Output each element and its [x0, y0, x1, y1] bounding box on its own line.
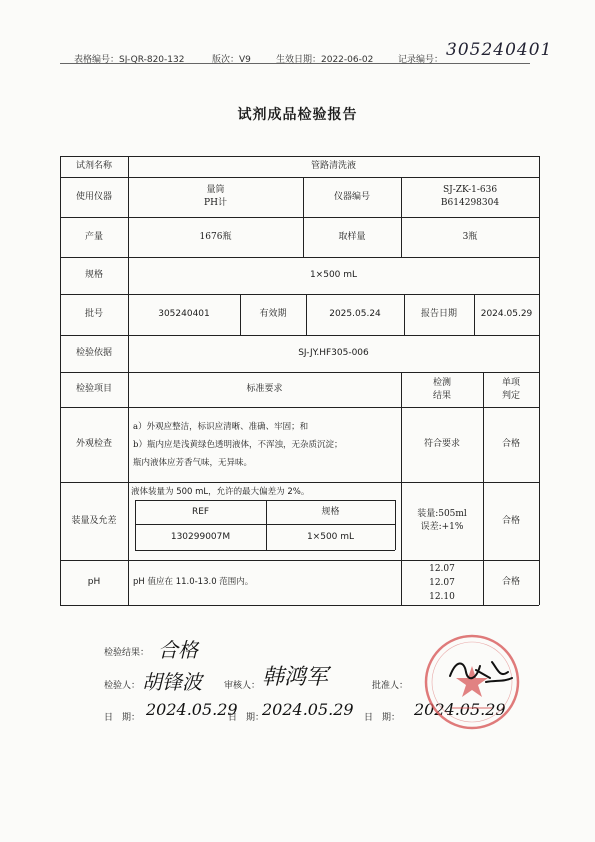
appearance-req-b1: b）瓶内应是浅黄绿色透明液体，不浑浊，无杂质沉淀； — [133, 439, 343, 450]
spec-label: 规格 — [84, 270, 103, 280]
sample-label: 取样量 — [338, 231, 366, 242]
yield-label: 产量 — [84, 231, 103, 242]
judgement-header-1: 单项 — [501, 377, 520, 388]
ph-result-2: 12.07 — [429, 577, 455, 588]
appearance-requirements — [128, 407, 401, 482]
fill-requirement: 液体装量为 500 mL，允许的最大偏差为 2%。 — [131, 486, 310, 497]
fill-ref-value: 130299007M — [170, 531, 231, 542]
sample-value: 3瓶 — [462, 231, 478, 242]
report-date-label: 报告日期 — [420, 309, 457, 319]
ph-result-1: 12.07 — [429, 563, 455, 574]
fill-label: 装量及允差 — [71, 515, 117, 526]
fill-result — [401, 482, 483, 560]
instrument-label: 使用仪器 — [75, 191, 112, 202]
instrument-value-1: 量筒 — [206, 185, 225, 195]
instrument-no-value-2: B614298304 — [440, 198, 500, 208]
ph-judgement: 合格 — [501, 577, 520, 587]
result-header — [401, 372, 483, 407]
date-label-3: 日 期： — [364, 713, 401, 723]
basis-label: 检验依据 — [75, 348, 112, 358]
appearance-judgement: 合格 — [501, 439, 520, 449]
appearance-result: 符合要求 — [423, 439, 460, 449]
fill-spec-value: 1×500 mL — [306, 531, 355, 542]
approver-signature — [446, 652, 516, 688]
reviewer-label: 审核人： — [224, 681, 261, 691]
record-number-label: 记录编号： — [398, 55, 444, 65]
fill-result-error: 误差:+1% — [420, 522, 464, 532]
fill-spec-header: 规格 — [321, 506, 340, 517]
appearance-req-a: a）外观应整洁，标识应清晰、准确、牢固；和 — [133, 421, 309, 432]
fill-ref-header: REF — [191, 506, 210, 517]
form-number: 表格编号：SJ-QR-820-132 — [74, 55, 185, 65]
inspector-label: 检验人： — [104, 681, 141, 691]
batch-value: 305240401 — [158, 309, 210, 319]
fill-result-volume: 装量:505ml — [417, 509, 467, 519]
name-value: 管路清洗液 — [310, 161, 356, 171]
effective-date: 生效日期：2022-06-02 — [276, 55, 374, 65]
ph-label: pH — [87, 577, 101, 587]
judgement-header-2: 判定 — [501, 390, 520, 401]
date-label-1: 日 期： — [104, 713, 141, 723]
instrument-no-value — [401, 177, 539, 217]
expiry-value: 2025.05.24 — [329, 309, 381, 319]
judgement-header — [483, 372, 539, 407]
instrument-no-label: 仪器编号 — [333, 191, 370, 202]
fill-judgement: 合格 — [501, 515, 520, 526]
spec-value: 1×500 mL — [309, 270, 358, 280]
date-label-2: 日 期： — [228, 713, 265, 723]
instrument-value-2: PH计 — [204, 198, 227, 208]
inspector-date: 2024.05.29 — [146, 700, 238, 719]
version: 版次：V9 — [212, 55, 251, 65]
result-header-1: 检测 — [432, 377, 451, 388]
basis-value: SJ-JY.HF305-006 — [298, 348, 369, 358]
ph-requirement: pH 值应在 11.0-13.0 范围内。 — [133, 577, 254, 587]
yield-value: 1676瓶 — [199, 231, 232, 242]
header-rule — [60, 63, 530, 64]
expiry-label: 有效期 — [259, 309, 287, 319]
ph-result-3: 12.10 — [429, 591, 455, 602]
name-label: 试剂名称 — [75, 161, 112, 171]
report-date-value: 2024.05.29 — [480, 309, 533, 319]
reviewer-signature: 韩鸿军 — [262, 665, 329, 690]
instrument-no-value-1: SJ-ZK-1-636 — [442, 185, 498, 195]
conclusion-handwritten: 合格 — [158, 638, 198, 662]
result-header-2: 结果 — [432, 390, 451, 401]
reviewer-date: 2024.05.29 — [262, 700, 354, 719]
record-number-handwritten: 305240401 — [446, 40, 553, 60]
page-title: 试剂成品检验报告 — [237, 107, 358, 123]
conclusion-label: 检验结果： — [104, 648, 150, 658]
ph-results — [401, 560, 483, 605]
batch-label: 批号 — [84, 309, 103, 319]
approver-date: 2024.05.29 — [414, 700, 506, 719]
approver-label: 批准人： — [372, 681, 409, 691]
appearance-label: 外观检查 — [75, 439, 112, 449]
appearance-req-b2: 瓶内液体应芳香气味，无异味。 — [133, 457, 253, 468]
instrument-value — [128, 177, 303, 217]
standard-header: 标准要求 — [246, 384, 283, 394]
item-header: 检验项目 — [75, 384, 112, 394]
inspector-signature: 胡锋波 — [142, 670, 202, 694]
